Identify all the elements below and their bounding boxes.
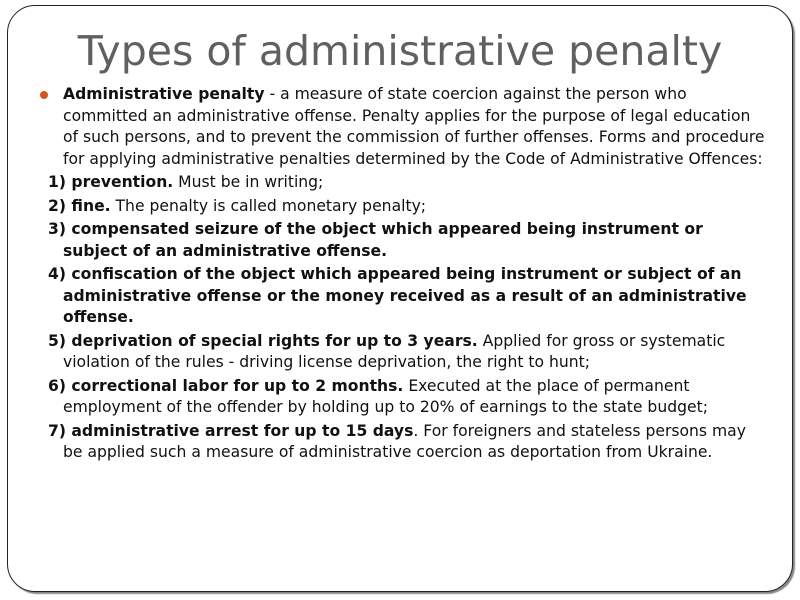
item-text: The penalty is called monetary penalty;: [110, 196, 427, 215]
item-term: 4) confiscation of the object which appeared being instrument or subject of an administrative offense or the money received as a result of an administrative offense.: [48, 265, 747, 326]
item-text: Must be in writing;: [173, 173, 324, 191]
item-term: 5) deprivation of special rights for up to 3 years.: [48, 331, 478, 350]
item-term: 1) prevention.: [48, 173, 174, 191]
item-text: Applied for gross or systematic violation of the rules - driving license deprivation, the right to hunt;: [63, 331, 726, 371]
list-item: [48, 421, 768, 464]
item-term: 2) fine.: [48, 196, 111, 215]
item-term: 3) compensated seizure of the object which appeared being instrument or subject of an administrative offense.: [48, 220, 703, 260]
item-term: 7) administrative arrest for up to 15 days: [48, 421, 414, 440]
list-item: [48, 331, 768, 374]
item-text: Executed at the place of permanent employment of the offender by holding up to 20% of earnings to the state budget;: [63, 376, 708, 416]
intro-text: - a measure of state coercion against the person who committed an administrative offense. Penalty applies for the purpose of legal education of such persons, and to prevent the commission of further offenses. Forms and procedure for applying administrative penalties determined by the Code of Administrative Offences:: [63, 85, 765, 168]
intro-paragraph: [40, 84, 768, 170]
bullet-icon: [40, 91, 48, 99]
list-item: [48, 172, 768, 194]
list-item: [48, 376, 768, 419]
slide-body: [48, 84, 768, 466]
intro-term: Administrative penalty: [63, 85, 265, 103]
item-term: 6) correctional labor for up to 2 months.: [48, 376, 404, 395]
list-item: [48, 219, 768, 262]
list-item: [48, 196, 768, 218]
list-item: [48, 264, 768, 329]
slide-title: Types of administrative penalty: [77, 27, 723, 75]
item-text: . For foreigners and stateless persons may be applied such a measure of administrative coercion as deportation from Ukraine.: [63, 421, 746, 461]
